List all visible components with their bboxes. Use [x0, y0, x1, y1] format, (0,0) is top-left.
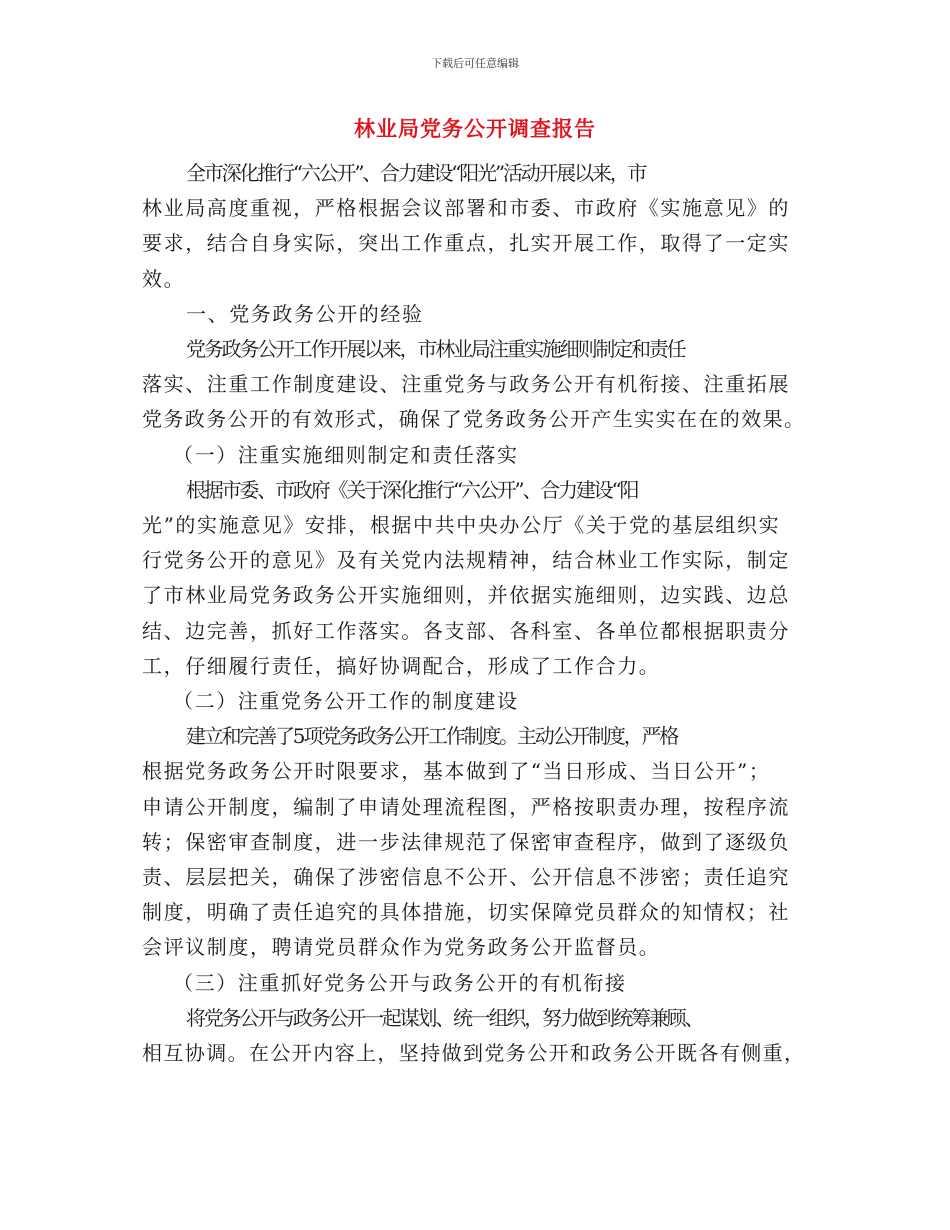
- sub3-paragraph: [142, 1001, 808, 1071]
- text-line: 林业局高度重视，严格根据会议部署和市委、市政府《实施意见》的: [142, 196, 790, 221]
- document-title: 林业局党务公开调查报告: [354, 117, 596, 141]
- text-line: 光”的实施意见》安排，根据中共中央办公厅《关于党的基层组织实: [142, 513, 781, 538]
- document-body: [142, 156, 808, 1071]
- subsection-heading: （二）注重党务公开工作的制度建设: [173, 689, 519, 714]
- subsection-heading: （一）注重实施细则制定和责任落实: [173, 442, 519, 467]
- text-line: 相互协调。在公开内容上，坚持做到党务公开和政务公开既各有侧重，: [142, 1041, 806, 1066]
- text-line: 转；保密审查制度，进一步法律规范了保密审查程序，做到了逐级负: [142, 829, 790, 854]
- subsection-heading: （三）注重抓好党务公开与政务公开的有机衔接: [173, 970, 627, 995]
- text-line: 结、边完善，抓好工作落实。各支部、各科室、各单位都根据职责分: [142, 618, 790, 643]
- text-line: 会评议制度，聘请党员群众作为党务政务公开监督员。: [142, 935, 661, 960]
- text-line: 制度，明确了责任追究的具体措施，切实保障党员群众的知情权；社: [142, 900, 790, 925]
- text-line: 将党务公开与政务公开一起谋划、统一组织，努力做到统筹兼顾、: [186, 1005, 703, 1030]
- text-line: 落实、注重工作制度建设、注重党务与政务公开有机衔接、注重拓展: [142, 372, 790, 397]
- text-line: 党务政务公开的有效形式，确保了党务政务公开产生实实在在的效果。: [142, 407, 806, 432]
- section-heading: 一、党务政务公开的经验: [186, 301, 424, 326]
- text-line: 根据市委、市政府《关于深化推行“六公开”、合力建设“阳: [186, 477, 638, 502]
- text-line: 效。: [142, 266, 186, 291]
- text-line: 申请公开制度，编制了申请处理流程图，严格按职责办理，按程序流: [142, 794, 790, 819]
- intro-paragraph: [142, 156, 808, 297]
- text-line: 行党务公开的意见》及有关党内法规精神，结合林业工作实际，制定: [142, 548, 790, 573]
- sub2-paragraph: [142, 719, 808, 965]
- sub1-paragraph: [142, 473, 808, 684]
- text-line: 了市林业局党务政务公开实施细则，并依据实施细则，边实践、边总: [142, 583, 790, 608]
- download-note: 下载后可任意编辑: [431, 57, 519, 70]
- text-line: 根据党务政务公开时限要求，基本做到了“当日形成、当日公开”；: [142, 759, 771, 784]
- section1-paragraph: [142, 332, 808, 438]
- text-line: 责、层层把关，确保了涉密信息不公开、公开信息不涉密；责任追究: [142, 865, 790, 890]
- text-line: 全市深化推行“六公开”、合力建设“阳光”活动开展以来，市: [186, 161, 646, 185]
- text-line: 党务政务公开工作开展以来，市林业局注重实施细则制定和责任: [186, 337, 685, 362]
- text-line: 工，仔细履行责任，搞好协调配合，形成了工作合力。: [142, 653, 661, 678]
- text-line: 建立和完善了5项党务政务公开工作制度。主动公开制度，严格: [186, 724, 678, 749]
- text-line: 要求，结合自身实际，突出工作重点，扎实开展工作，取得了一定实: [142, 231, 790, 256]
